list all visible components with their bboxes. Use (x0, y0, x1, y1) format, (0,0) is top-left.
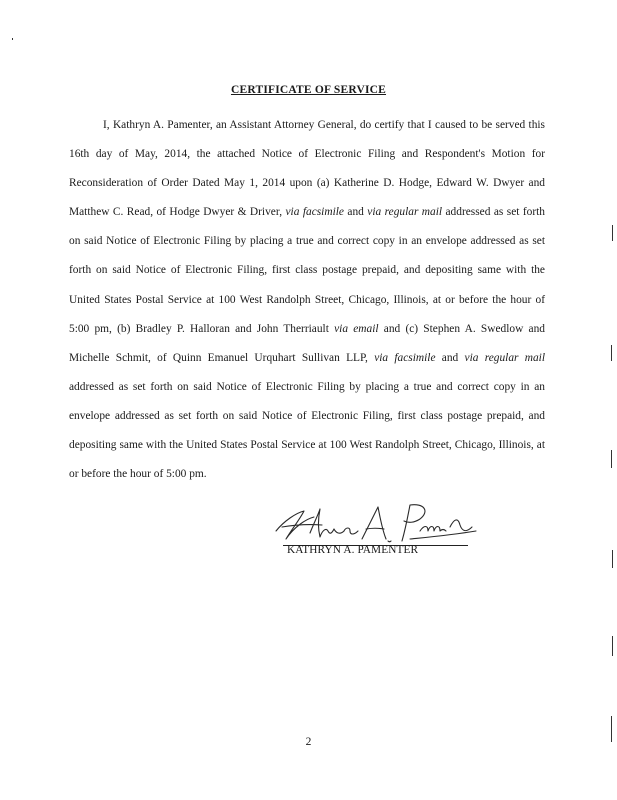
handwritten-signature (270, 497, 480, 549)
certificate-body (69, 111, 545, 489)
scan-mark (612, 550, 613, 568)
certificate-title: CERTIFICATE OF SERVICE (230, 84, 387, 96)
scan-mark (612, 636, 613, 656)
scan-mark (612, 225, 613, 241)
via-facsimile-2: via facsimile (374, 351, 436, 364)
scan-mark (611, 345, 612, 361)
page-number: 2 (305, 736, 312, 748)
body-text-4: addressed as set forth on said Notice of Electronic Filing by placing a true and correct copy in an envelope addressed as set forth on said Notice of Electronic Filing, first class postage prepaid, and depositing same with the United States Postal Service at 100 West Randolph Street, Chicago, Illinois, at or before the hour of 5:00 pm. (69, 380, 545, 481)
scan-mark (12, 38, 13, 40)
body-text-1: I, Kathryn A. Pamenter, an Assistant Attorney General, do certify that I caused to be served this 16th day of May, 2014, the attached Notice of Electronic Filing and Respondent's Motion for Reconsideration of Order Dated May 1, 2014 upon (a) Katherine D. Hodge, Edward W. Dwyer and Matthew C. Read, of Hodge Dwyer & Driver, (69, 119, 545, 219)
signer-name: KATHRYN A. PAMENTER (287, 544, 419, 556)
and-1: and (343, 206, 368, 219)
scan-mark (611, 716, 612, 742)
certificate-paragraph (69, 111, 545, 489)
via-email: via email (334, 322, 379, 335)
and-2: and (435, 351, 465, 364)
body-text-2: addressed as set forth on said Notice of Electronic Filing by placing a true and correct copy in an envelope addressed as set forth on said Notice of Electronic Filing, first class postage prepaid, and depositing same with the United States Postal Service at 100 West Randolph Street, Chicago, Illinois, at or before the hour of 5:00 pm, (b) Bradley P. Halloran and John Therriault (69, 206, 545, 335)
scan-mark (611, 450, 612, 468)
body-text-3: and (c) Stephen A. Swedlow and Michelle Schmit, of Quinn Emanuel Urquhart Sullivan LLP, (69, 322, 545, 364)
via-regular-mail-1: via regular mail (367, 206, 443, 219)
via-regular-mail-2: via regular mail (464, 351, 545, 364)
via-facsimile-1: via facsimile (285, 206, 344, 219)
